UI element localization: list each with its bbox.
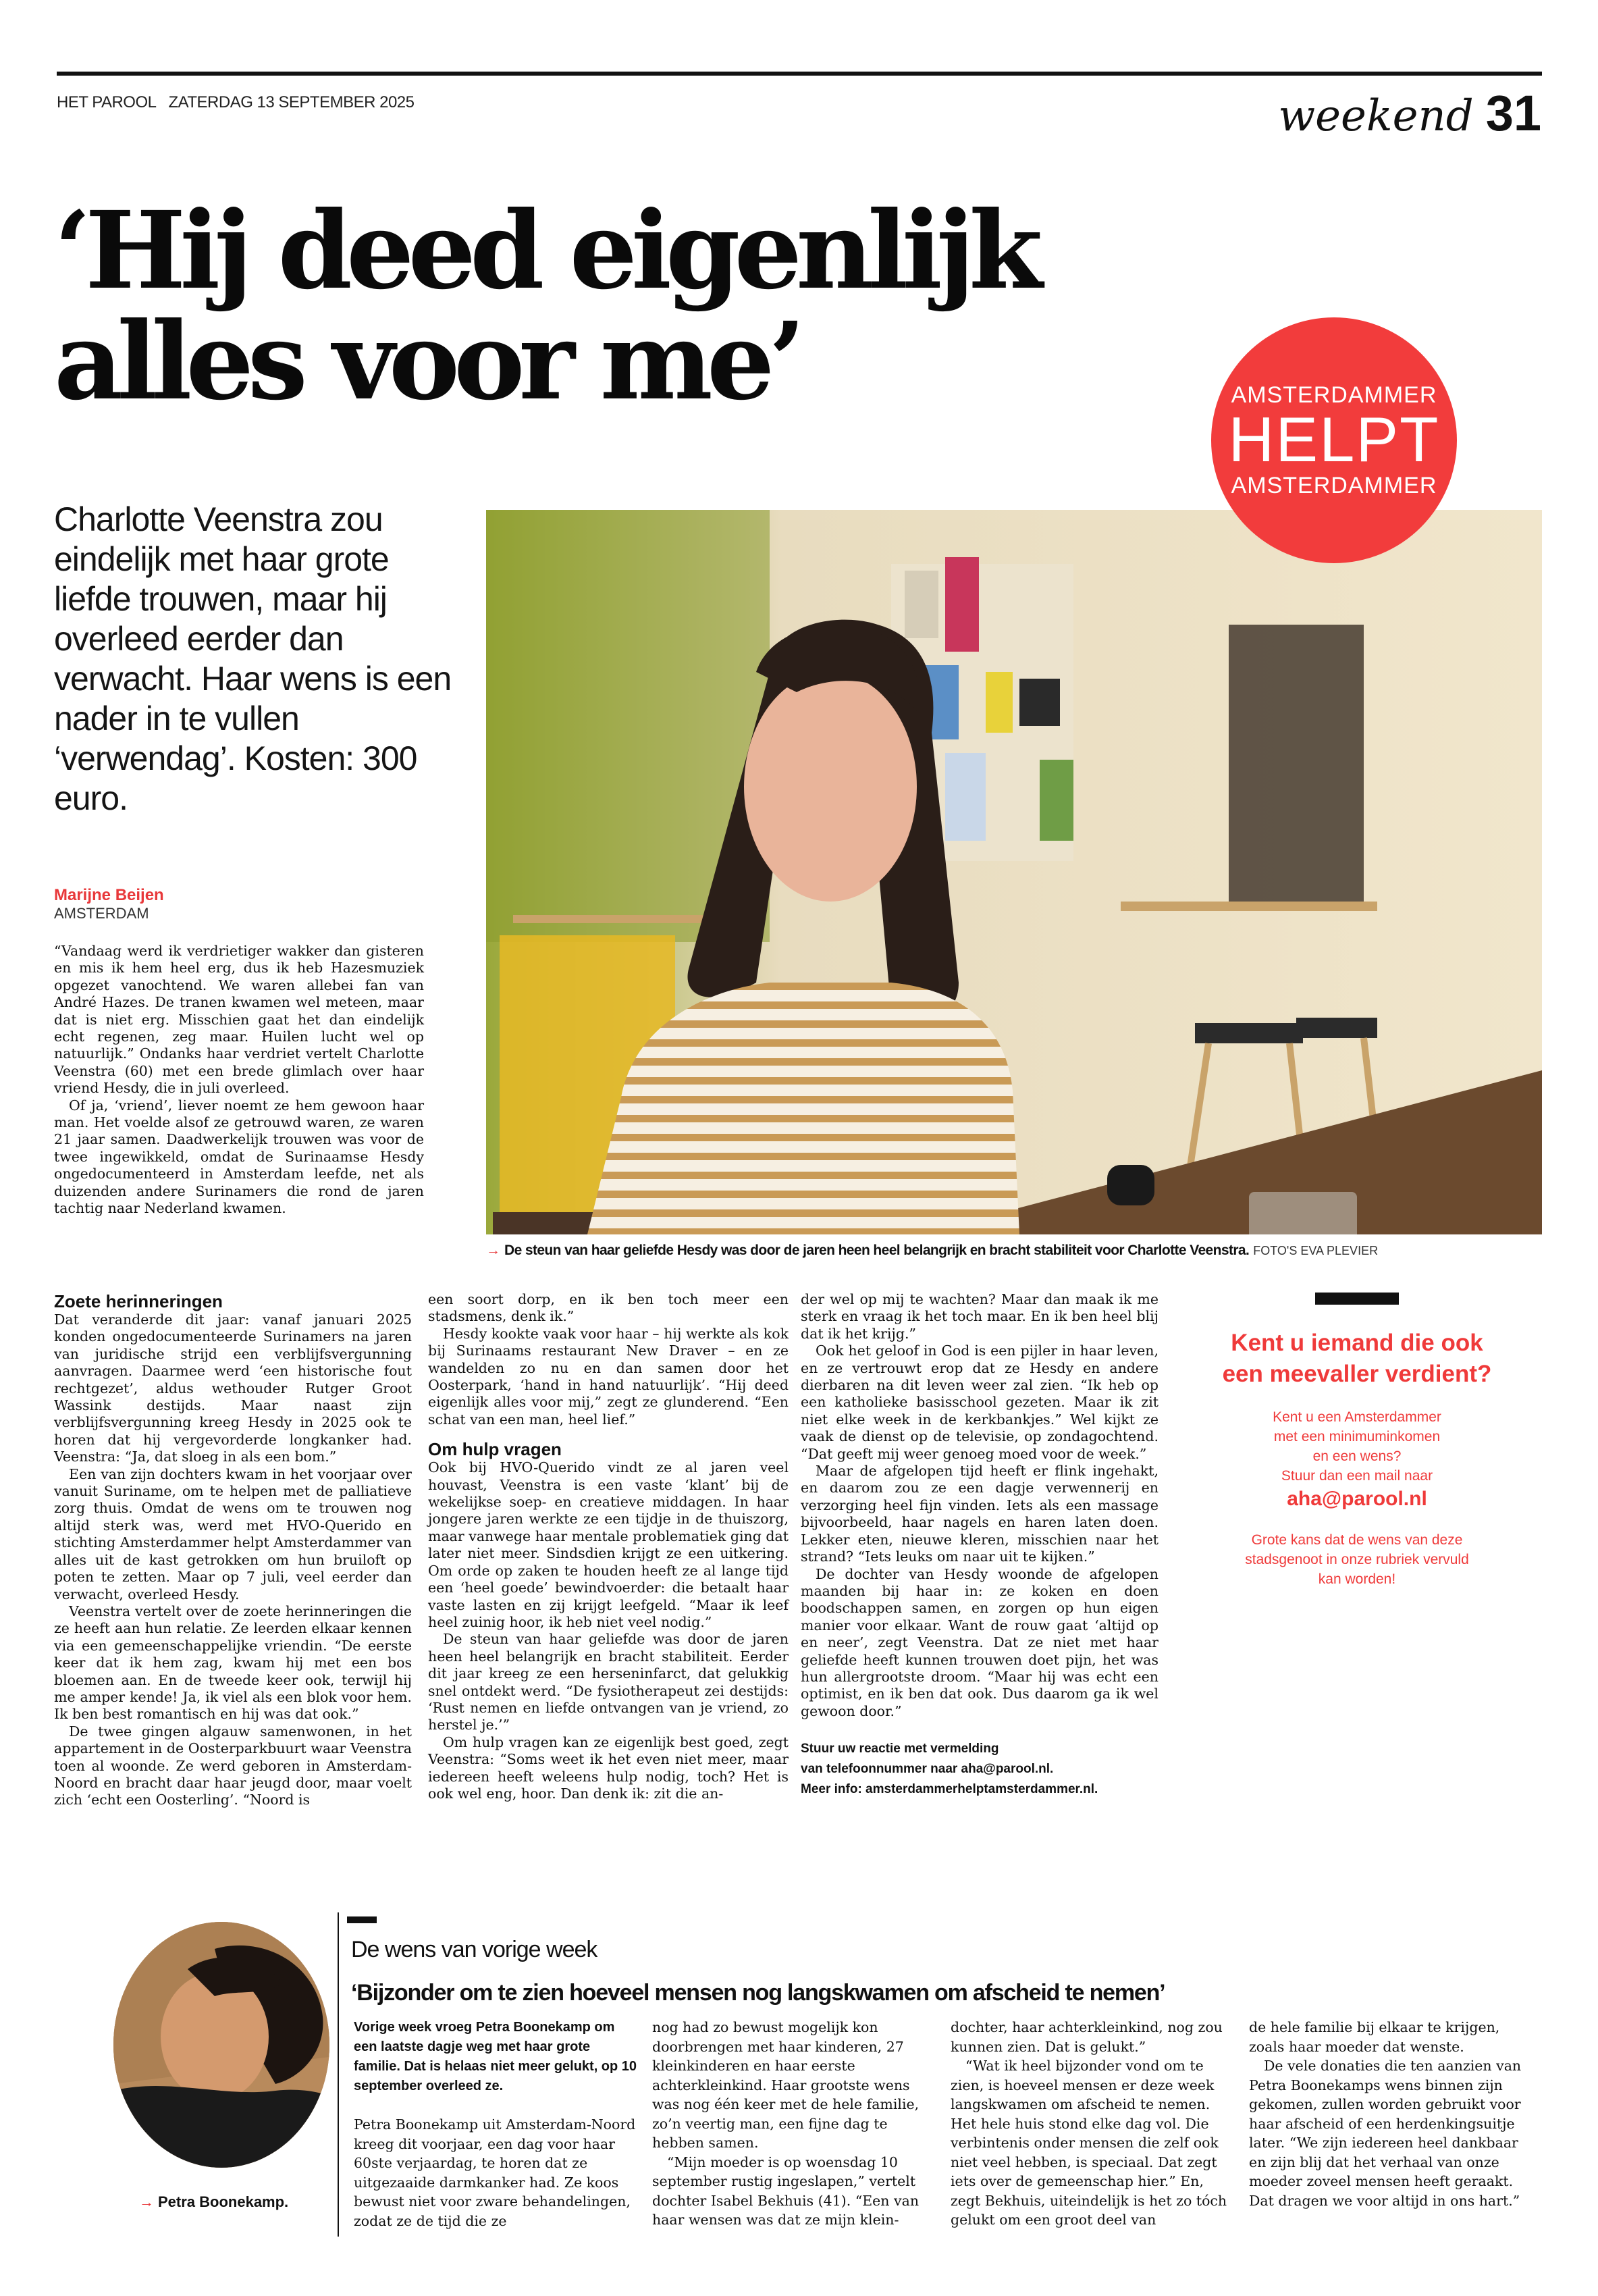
paragraph: Een van zijn dochters kwam in het voorjaar over vanuit Suriname, om te helpen met de palliatieve zorg thuis. Omdat de wens om te trouwen nog altijd sterk was, werd met HVO-Querido en stichting Amsterdammer helpt Amsterdammer van alles uit de kast getrokken om hun bruiloft op poten te zetten. Maar op 7 juli, veel eerder dan verwacht, overleed Hesdy. (54, 1465, 412, 1602)
amsterdammer-helpt-badge (1211, 317, 1457, 563)
author-byline: Marijne Beijen (54, 886, 164, 904)
portrait-illustration (113, 1922, 329, 2168)
contact-line-3[interactable]: Meer info: amsterdammerhelptamsterdammer.nl. (801, 1782, 1098, 1797)
headline (54, 188, 1161, 424)
promo-footer: Grote kans dat de wens van deze stadsgenoot in onze rubriek vervuld kan worden! (1245, 1532, 1469, 1587)
promo-line-2: met een minimuminkomen (1273, 1429, 1441, 1444)
paragraph: der wel op mij te wachten? Maar dan maak ik me sterk en vraag ik het toch maar. En ik ben heel blij dat ik het krijg.” (801, 1291, 1158, 1342)
top-rule (57, 72, 1542, 76)
paragraph: Of ja, ‘vriend’, liever noemt ze hem gewoon haar man. Het voelde alsof ze getrouwd waren, ze waren 21 jaar samen. Daadwerkelijk trouwen was voor de twee ingewikkeld, omdat de Surinaamse Hesdy ongedocumenteerd in Amsterdam leefde, net als duizenden andere Surinamers die rond de jaren tachtig naar Nederland kwamen. (54, 1097, 424, 1217)
paragraph: een soort dorp, en ik ben toch meer een stadsmens, denk ik.” (428, 1291, 789, 1325)
badge-line-1: AMSTERDAMMER (1231, 382, 1437, 408)
contact-line-1: Stuur uw reactie met vermelding (801, 1742, 999, 1756)
paragraph: Om hulp vragen kan ze eigenlijk best goed, zegt Veenstra: “Soms weet ik het even niet meer, maar iedereen heeft weleens hulp nodig, toch? Het is ook wel eng, hoor. Dan denk ik: zit die an- (428, 1733, 789, 1802)
paragraph: “Mijn moeder is op woensdag 10 september rustig ingeslapen,” vertelt dochter Isabel Bekhuis (41). “Een van haar wensen was dat ze mijn klein- (652, 2154, 920, 2228)
subheading-zoete-herinneringen: Zoete herinneringen (54, 1291, 223, 1311)
promo-divider (1315, 1293, 1399, 1305)
paragraph: de hele familie bij elkaar te krijgen, zoals haar moeder dat wenste. (1249, 2019, 1500, 2055)
paragraph: “Wat ik heel bijzonder vond om te zien, is hoeveel mensen er deze week langskwamen om afscheid te nemen. Het hele huis stond elke dag vol. Die verbintenis onder mensen die zelf ook niet veel hebben, is speciaal. Dat zegt iets over de gemeenschap hier.” En, zegt Bekhuis, uiteindelijk is het zo tóch gelukt om een groot deel van (951, 2058, 1227, 2228)
paragraph: Dat veranderde dit jaar: vanaf januari 2025 konden ongedocumenteerde Surinamers na jaren van juridische strijd een verblijfsvergunning aanvragen. Daarmee werd ‘een historische fout rechtgezet’, aldus wethouder Rutger Groot Wassink destijds. Maar naast zijn verblijfsvergunning kreeg Hesdy in 2025 ook te horen dat hij vergevorderde longkanker had. Veenstra: “Ja, dat sloeg in als een bom.” (54, 1311, 412, 1465)
intro-lead: Charlotte Veenstra zou eindelijk met haar grote liefde trouwen, maar hij overleed eerder dan verwacht. Haar wens is een nader in te vullen ‘verwendag’. Kosten: 300 euro. (54, 500, 452, 817)
paragraph: De steun van haar geliefde was door de jaren heen heel belangrijk en bracht stabiliteit. Eerder dit jaar kreeg ze een herseninfarct, dat gelukkig snel ontdekt werd. “De fysiotherapeut zei destijds: ‘Rust nemen en liefde ontvangen van je vriend, zo herstel je.’” (428, 1631, 789, 1733)
portrait-caption (139, 2193, 288, 2211)
caption-text: De steun van haar geliefde Hesdy was door de jaren heen heel belangrijk en bracht stabiliteit voor Charlotte Veenstra. (504, 1243, 1250, 1258)
paragraph: Petra Boonekamp uit Amsterdam-Noord kreeg dit voorjaar, een dag voor haar 60ste verjaardag, te horen dat ze uitgezaaide darmkanker had. Ze koos bewust niet voor zware behandelingen, zodat ze de tijd die ze (354, 2116, 636, 2229)
section-label (1278, 86, 1541, 143)
previous-wish-column-1 (354, 2018, 637, 2230)
paragraph: Maar de afgelopen tijd heeft er flink ingehakt, en daarom zou ze een dagje verwennerij en verzorging heel fijn vinden. Iets als een massage bijvoorbeeld, haar nagels en haren laten doen. Lekker eten, nieuwe kleren, misschien naar het strand? “Iets leuks om naar uit te kijken.” (801, 1463, 1158, 1565)
promo-line-1: Kent u een Amsterdammer (1273, 1409, 1441, 1425)
portrait-caption-text: Petra Boonekamp. (158, 2193, 289, 2210)
issue-date: ZATERDAG 13 SEPTEMBER 2025 (168, 93, 415, 111)
arrow-right-icon: → (486, 1243, 500, 1258)
paragraph: “Vandaag werd ik verdrietiger wakker dan gisteren en mis ik hem heel erg, dus ik heb Hazesmuziek opgezet vanochtend. We waren allebei fan van André Hazes. De tranen kwamen wel meteen, maar dat is niet erg. Misschien gaat het dan eindelijk echt regenen, zeg maar. Huilen lucht wel op natuurlijk.” Ondanks haar verdriet vertelt Charlotte Veenstra (60) met een brede glimlach over haar vriend Hesdy, die in juli overleed. (54, 943, 424, 1097)
previous-wish-headline: ‘Bijzonder om te zien hoeveel mensen nog langskwamen om afscheid te nemen’ (351, 1980, 1165, 2006)
contact-info (801, 1739, 1158, 1800)
headline-line-2: alles voor me’ (54, 299, 800, 424)
article-column-3 (428, 1291, 789, 1802)
paragraph: De vele donaties die ten aanzien van Petra Boonekamps wens binnen zijn gekomen, zullen worden gebruikt voor haar afscheid of een herdenkingsuitje later. “We zijn iedereen heel dankbaar en zijn blij dat het verhaal van onze moeder zoveel mensen heeft geraakt. Dat dragen we voor altijd in ons hart.” (1249, 2058, 1522, 2209)
promo-email-link[interactable]: aha@parool.nl (1287, 1488, 1427, 1510)
promo-box (1208, 1283, 1506, 1589)
section-marker-bar (347, 1916, 377, 1923)
paragraph: Ook bij HVO-Querido vindt ze al jaren veel houvast, Veenstra is een vaste ‘klant’ bij de wekelijkse soep- en creatieve middagen. In haar jongere jaren werkte ze een tijdje in de thuiszorg, maar vanwege haar mentale problematiek ging dat later niet meer. Sindsdien krijgt ze een uitkering. Om orde op zaken te houden heeft ze al lange tijd een ‘heel goede’ bewindvoerder: die betaalt haar vaste lasten en zij krijgt leefgeld. “Maar ik leef heel zuinig hoor, ik heb niet veel nodig.” (428, 1459, 789, 1630)
paragraph: Ook het geloof in God is een pijler in haar leven, en ze vertrouwt erop dat ze Hesdy en andere dierbaren na dit leven weer zal zien. “Ik heb op een katholieke basisschool gezeten. Maar ik zit niet elke week in de kerkbankjes.” Wel kijkt ze vaak de dienst op de televisie, op zondagochtend. “Dat geeft mij weer genoeg moed voor de week.” (801, 1342, 1158, 1462)
article-column-1 (54, 943, 424, 1218)
paragraph: nog had zo bewust mogelijk kon doorbrengen met haar kinderen, 27 kleinkinderen en haar eerste achterkleinkind. Haar grootste wens was nog één keer met de hele familie, zo’n veertig man, een fijne dag te hebben samen. (652, 2019, 920, 2151)
promo-line-4: Stuur dan een mail naar (1281, 1468, 1433, 1484)
promo-heading: Kent u iemand die ook een meevaller verdient? (1222, 1330, 1492, 1387)
section-name: weekend (1278, 91, 1474, 141)
portrait-petra (113, 1922, 329, 2168)
main-photo (486, 510, 1542, 1234)
paragraph: dochter, haar achterkleinkind, nog zou kunnen zien. Dat is gelukt.” (951, 2019, 1223, 2055)
section-divider-vertical (338, 1912, 339, 2237)
article-column-2 (54, 1291, 412, 1809)
badge-line-3: AMSTERDAMMER (1231, 473, 1437, 498)
contact-line-2[interactable]: van telefoonnummer naar aha@parool.nl. (801, 1762, 1054, 1777)
paragraph: De twee gingen algauw samenwonen, in het appartement in de Oosterparkbuurt waar Veenstra toen al woonde. Ze werd geboren in Amsterdam-Noord en bracht daar haar jeugd door, maar voelt zich ‘echt een Oosterling’. “Noord is (54, 1723, 412, 1808)
headline-line-1: ‘Hij deed eigenlijk (54, 188, 1037, 313)
subheading-om-hulp-vragen: Om hulp vragen (428, 1439, 562, 1460)
publication-name: HET PAROOL (57, 93, 157, 111)
article-column-4 (801, 1291, 1158, 1800)
arrow-right-icon: → (139, 2193, 154, 2210)
page-number: 31 (1485, 85, 1541, 141)
previous-wish-label: De wens van vorige week (351, 1937, 597, 1962)
masthead (57, 93, 427, 112)
photo-illustration (486, 510, 1542, 1234)
previous-wish-column-2 (652, 2018, 936, 2230)
previous-wish-lead: Vorige week vroeg Petra Boonekamp om een laatste dagje weg met haar grote familie. Dat is helaas niet meer gelukt, op 10 september overleed ze. (354, 2020, 637, 2093)
photo-credit: FOTO'S EVA PLEVIER (1253, 1244, 1379, 1257)
previous-wish-column-3 (951, 2018, 1234, 2230)
badge-line-2: HELPT (1228, 404, 1440, 475)
previous-wish-column-4 (1249, 2018, 1533, 2210)
paragraph: De dochter van Hesdy woonde de afgelopen maanden bij haar in: ze koken en doen boodschappen samen, en zorgen op hun eigen manier voor elkaar. Want de rouw gaat ‘altijd op en neer’, zegt Veenstra. Dat ze niet met haar geliefde heeft kunnen trouwen doet pijn, het was hun allergrootste droom. “Maar hij was echt een optimist, en ik ben dat ook. Dus daarom ga ik wel gewoon door.” (801, 1565, 1158, 1719)
promo-line-3: en een wens? (1312, 1449, 1402, 1464)
paragraph: Veenstra vertelt over de zoete herinneringen die ze heeft aan hun relatie. Ze leerden elkaar kennen via een gemeenschappelijke vriendin. “De eerste keer dat ik hem zag, kwam hij met een bos bloemen aan. En de tweede keer ook, terwijl hij me amper kende! Ja, ik viel als een blok voor hem. Ik ben best romantisch en hij was dat ook.” (54, 1602, 412, 1723)
dateline-location: AMSTERDAM (54, 905, 149, 922)
paragraph: Hesdy kookte vaak voor haar – hij werkte als kok bij Surinaams restaurant New Draver – en ze wandelden zo nu en dan samen door het Oosterpark, ‘hand in hand natuurlijk’. “Hij deed eigenlijk alles voor mij,” zegt ze glunderend. “Een schat van een man, heel lief.” (428, 1325, 789, 1428)
photo-caption (486, 1243, 1542, 1259)
